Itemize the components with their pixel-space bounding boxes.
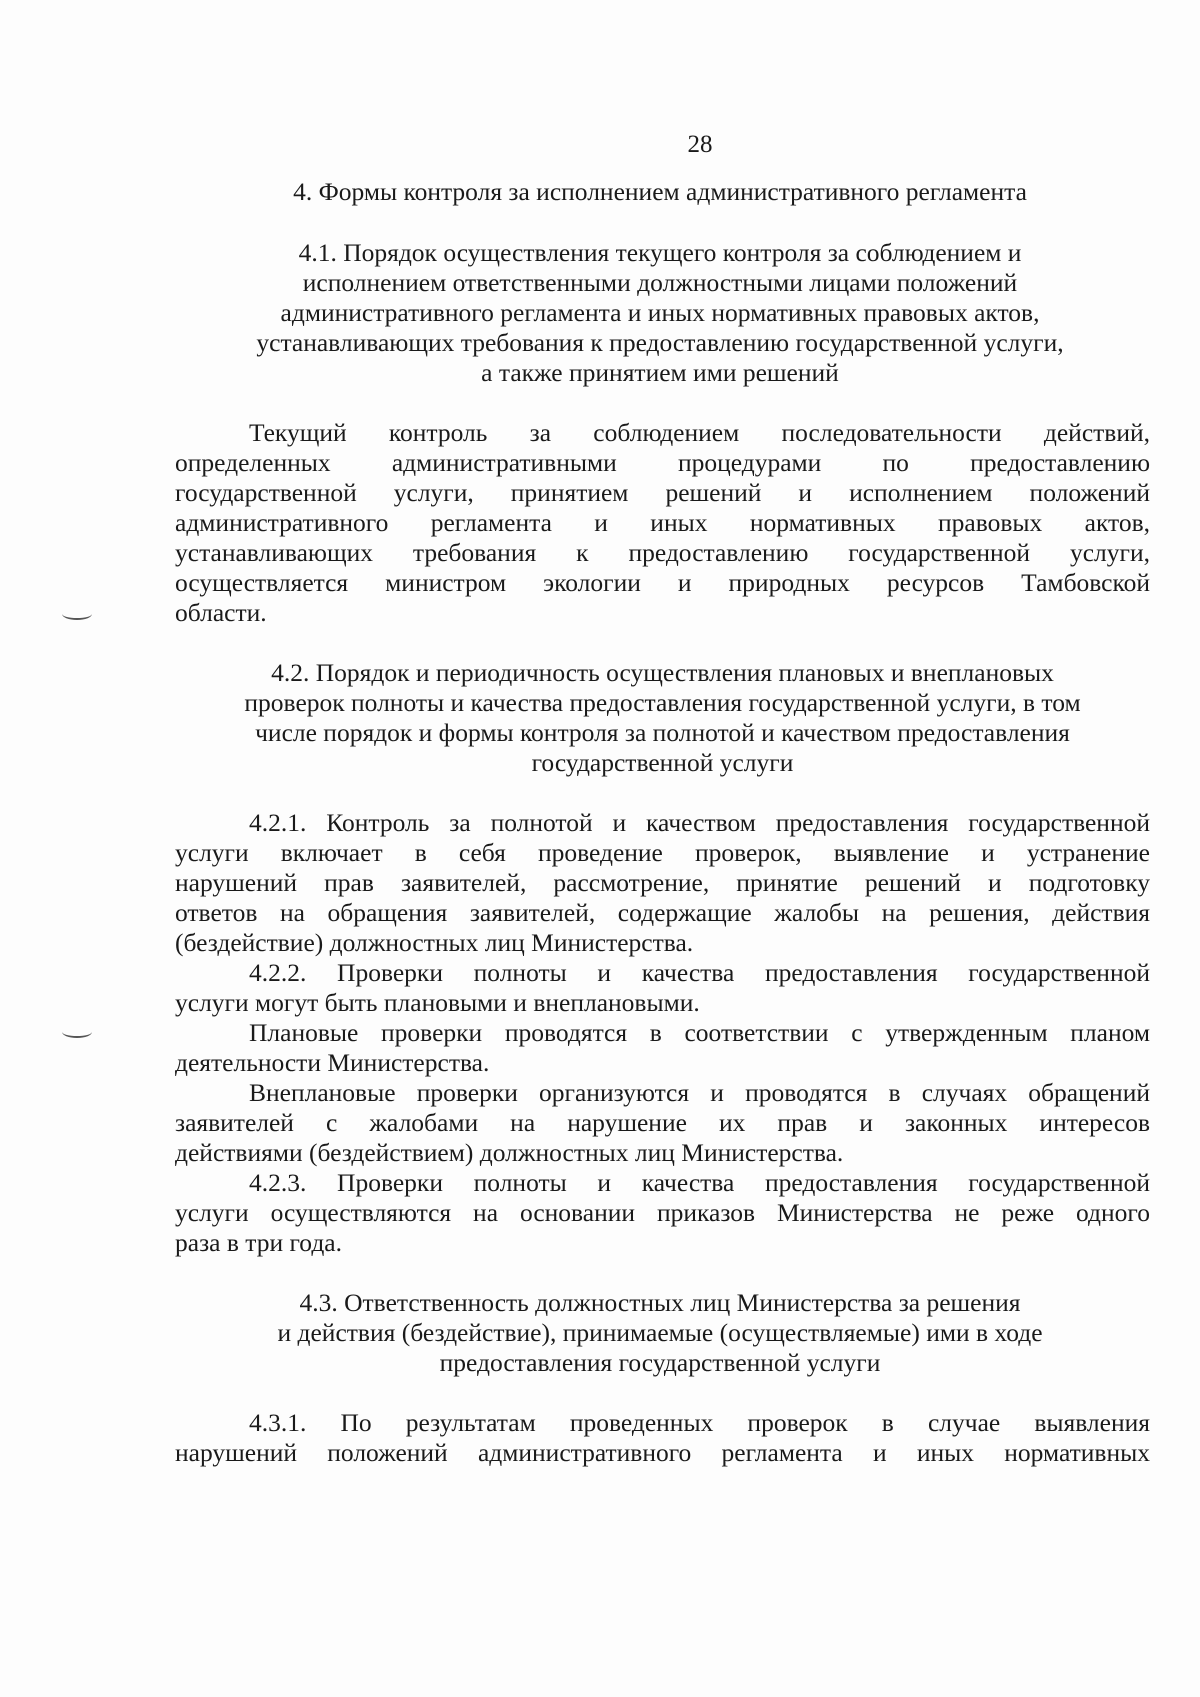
- paragraph-line: (бездействие) должностных лиц Министерства.: [175, 928, 694, 957]
- paragraph-line: услуги могут быть плановыми и внеплановыми.: [175, 988, 700, 1017]
- heading-line: 4.1. Порядок осуществления текущего контроля за соблюдением и: [298, 238, 1022, 267]
- paragraph-line: услуги осуществляются на основании приказов Министерства не реже одного: [175, 1198, 1150, 1227]
- paragraph-line: устанавливающих требования к предоставлению государственной услуги,: [175, 538, 1150, 567]
- heading-line: административного регламента и иных нормативных правовых актов,: [280, 298, 1040, 327]
- paragraph-line: осуществляется министром экологии и природных ресурсов Тамбовской: [175, 568, 1150, 597]
- paragraph-line: определенных административными процедурами по предоставлению: [175, 448, 1150, 477]
- paragraph-line: Текущий контроль за соблюдением последовательности действий,: [249, 418, 1150, 447]
- paragraph-line: 4.2.1. Контроль за полнотой и качеством предоставления государственной: [249, 808, 1150, 837]
- heading-line: а также принятием ими решений: [481, 358, 839, 387]
- paragraph-line: услуги включает в себя проведение проверок, выявление и устранение: [175, 838, 1150, 867]
- heading-line: государственной услуги: [531, 748, 794, 777]
- section-title: 4. Формы контроля за исполнением административного регламента: [293, 177, 1027, 206]
- binding-mark: [62, 1026, 92, 1038]
- paragraph-line: области.: [175, 598, 267, 627]
- paragraph-line: действиями (бездействием) должностных лиц Министерства.: [175, 1138, 844, 1167]
- heading-line: исполнением ответственными должностными лицами положений: [302, 268, 1018, 297]
- heading-line: числе порядок и формы контроля за полнотой и качеством предоставления: [255, 718, 1070, 747]
- heading-line: и действия (бездействие), принимаемые (осуществляемые) ими в ходе: [277, 1318, 1043, 1347]
- paragraph-line: государственной услуги, принятием решений и исполнением положений: [175, 478, 1150, 507]
- paragraph-line: нарушений прав заявителей, рассмотрение, принятие решений и подготовку: [175, 868, 1150, 897]
- binding-mark: [62, 608, 92, 620]
- paragraph-line: Внеплановые проверки организуются и проводятся в случаях обращений: [249, 1078, 1150, 1107]
- heading-line: устанавливающих требования к предоставлению государственной услуги,: [256, 328, 1064, 357]
- paragraph-line: Плановые проверки проводятся в соответствии с утвержденным планом: [249, 1018, 1150, 1047]
- heading-line: 4.3. Ответственность должностных лиц Министерства за решения: [299, 1288, 1021, 1317]
- paragraph-line: заявителей с жалобами на нарушение их прав и законных интересов: [175, 1108, 1150, 1137]
- paragraph-line: ответов на обращения заявителей, содержащие жалобы на решения, действия: [175, 898, 1150, 927]
- paragraph-line: административного регламента и иных нормативных правовых актов,: [175, 508, 1150, 537]
- paragraph-line: деятельности Министерства.: [175, 1048, 490, 1077]
- paragraph-line: 4.2.2. Проверки полноты и качества предоставления государственной: [249, 958, 1150, 987]
- heading-line: проверок полноты и качества предоставления государственной услуги, в том: [244, 688, 1081, 717]
- heading-line: 4.2. Порядок и периодичность осуществления плановых и внеплановых: [271, 658, 1054, 687]
- paragraph-line: раза в три года.: [175, 1228, 342, 1257]
- paragraph-line: нарушений положений административного регламента и иных нормативных: [175, 1438, 1150, 1467]
- paragraph-line: 4.2.3. Проверки полноты и качества предоставления государственной: [249, 1168, 1150, 1197]
- page-number: 28: [687, 131, 713, 158]
- paragraph-line: 4.3.1. По результатам проведенных проверок в случае выявления: [249, 1408, 1150, 1437]
- heading-line: предоставления государственной услуги: [439, 1348, 881, 1377]
